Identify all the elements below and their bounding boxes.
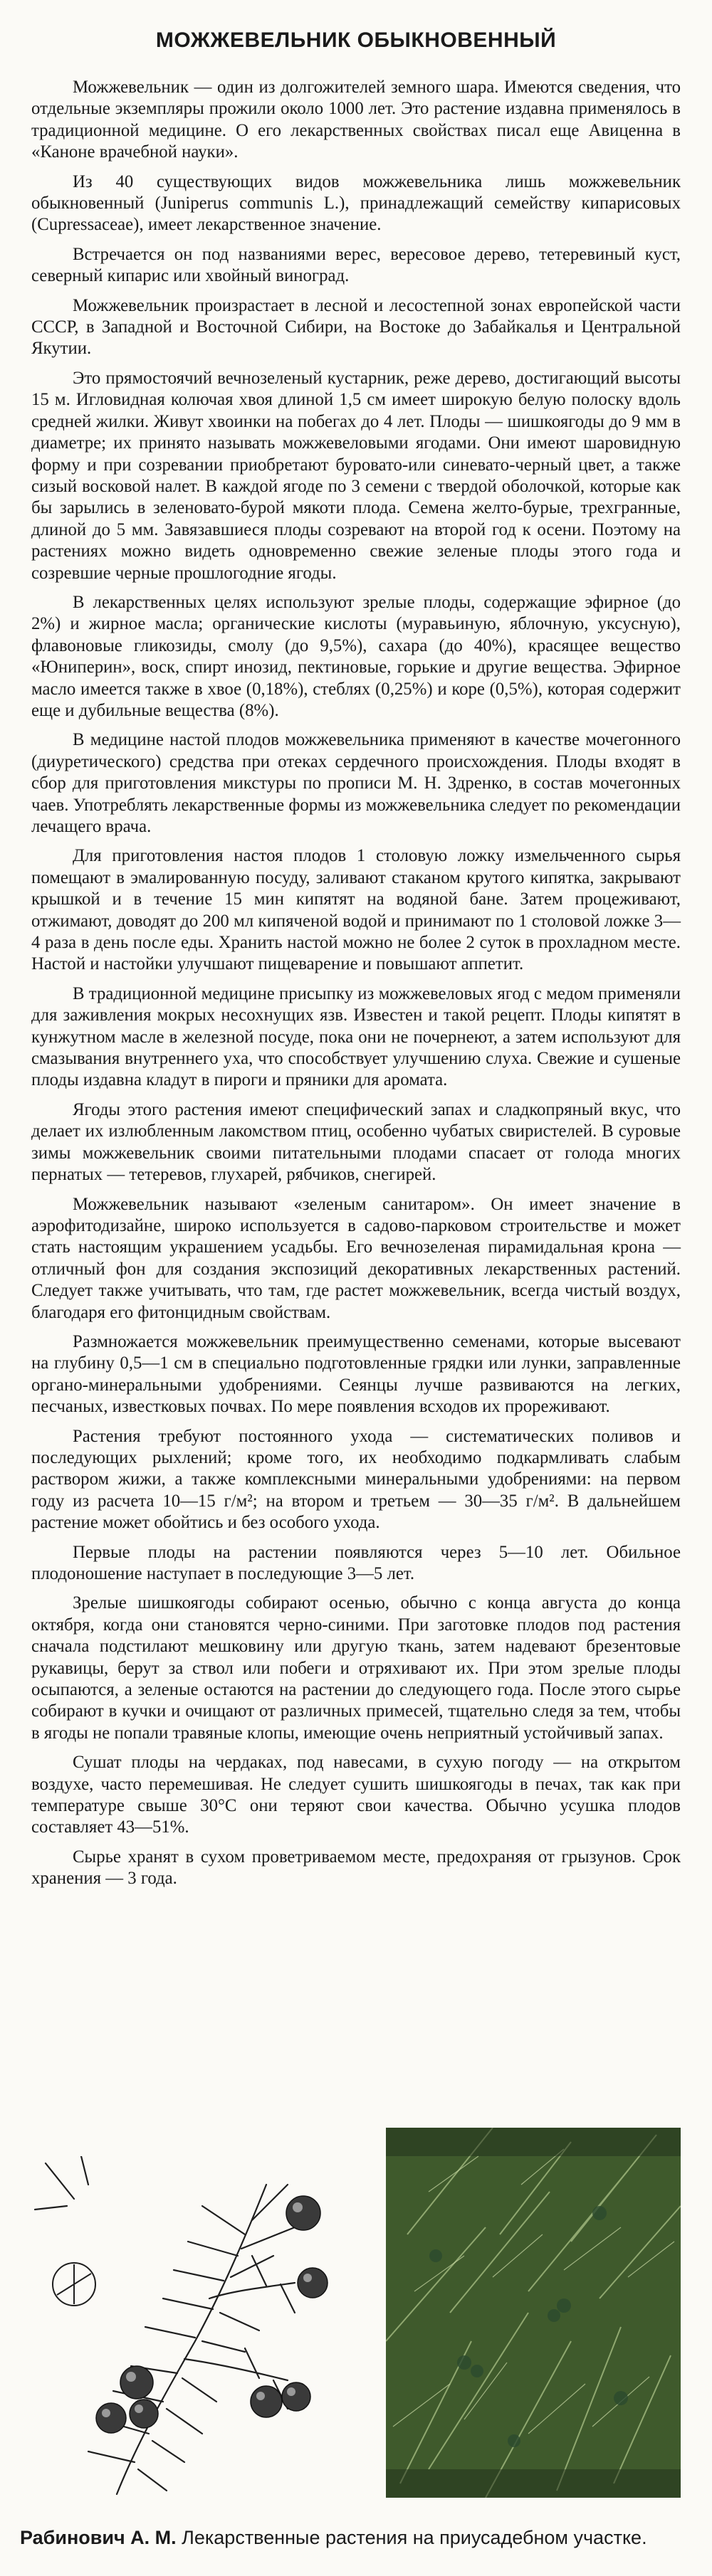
paragraph: Растения требуют постоянного ухода — систематических поливов и последующих рыхлений; кроме того, их необходимо подкармливать слабым раствором жижи, а также комплексными минеральными удобрениями: на первом году из расчета 10—15 г/м²; на втором и третьем — 30—35 г/м². В дальнейшем растение может обойтись и без особого ухода. xyxy=(31,1426,681,1533)
source-caption xyxy=(20,2525,692,2550)
paragraph: Для приготовления настоя плодов 1 столовую ложку измельченного сырья помещают в эмалированную посуду, заливают стаканом крутого кипятка, закрывают крышкой и в течение 15 мин кипятят на водяной бане. Затем процеживают, отжимают, доводят до 200 мл кипяченой водой и принимают по 1 столовой ложке 3—4 раза в день после еды. Хранить настой можно не более 2 суток в прохладном месте. Настой и настойки улучшают пищеварение и повышают аппетит. xyxy=(31,846,681,974)
paragraph: В традиционной медицине присыпку из можжевеловых ягод с медом применяли для заживления мокрых несохнущих язв. Известен и такой рецепт. Плоды кипятят в кунжутном масле в железной посуде, пока они не почернеют, а затем используют для смазывания внутреннего уха, что способствует улучшению слуха. Свежие и сушеные плоды издавна кладут в пироги и пряники для аромата. xyxy=(31,983,681,1090)
paragraph: В медицине настой плодов можжевельника применяют в качестве мочегонного (диуретического) средства при отеках сердечного происхождения. Плоды входят в сбор для приготовления микстуры по прописи М. Н. Здренко, в состав мочегонных чаев. Употреблять лекарственные формы из можжевельника следует по рекомендации лечащего врача. xyxy=(31,730,681,836)
juniper-photo xyxy=(386,2128,681,2498)
paragraph: Можжевельник произрастает в лесной и лесостепной зонах европейской части СССР, в Западной и Восточной Сибири, на Востоке до Забайкалья и Центральной Якутии. xyxy=(31,295,681,359)
paragraph: Сырье хранят в сухом проветриваемом месте, предохраняя от грызунов. Срок хранения — 3 года. xyxy=(31,1847,681,1889)
paragraph: Встречается он под названиями верес, вересовое дерево, тетеревиный куст, северный кипарис или хвойный виноград. xyxy=(31,244,681,286)
caption-author: Рабинович А. М. xyxy=(20,2527,177,2548)
page-title: МОЖЖЕВЕЛЬНИК ОБЫКНОВЕННЫЙ xyxy=(155,28,557,52)
paragraph: В лекарственных целях используют зрелые плоды, содержащие эфирное (до 2%) и жирное масла; органические кислоты (муравьиную, яблочную, уксусную), флавоновые гликозиды, смолу (до 9,5%), сахара (до 40%), красящее вещество «Юниперин», воск, спирт инозид, пектиновые, горькие и другие вещества. Эфирное масло имеется также в хвое (0,18%), стеблях (0,25%) и коре (0,5%), которая содержит еще и дубильные вещества (8%). xyxy=(31,592,681,720)
caption-source: Лекарственные растения на приусадебном участке. xyxy=(182,2527,647,2548)
paragraph: Ягоды этого растения имеют специфический запах и сладкопряный вкус, что делает их излюбленным лакомством птиц, особенно чубатых свиристелей. В суровые зимы можжевельник своими питательными плодами спасает от голода многих пернатых — тетеревов, глухарей, рябчиков, снегирей. xyxy=(31,1099,681,1185)
paragraph: Из 40 существующих видов можжевельника лишь можжевельник обыкновенный (Juniperus communis L.), принадлежащий семейству кипарисовых (Cupressaceae), имеет лекарственное значение. xyxy=(31,171,681,235)
paragraph: Можжевельник — один из долгожителей земного шара. Имеются сведения, что отдельные экземпляры прожили около 1000 лет. Это растение издавна применялось в традиционной медицине. О его лекарственных свойствах писал еще Авиценна в «Каноне врачебной науки». xyxy=(31,78,681,162)
article-body xyxy=(31,77,681,1890)
paragraph: Первые плоды на растении появляются через 5—10 лет. Обильное плодоношение наступает в последующие 3—5 лет. xyxy=(31,1542,681,1583)
paragraph: Сушат плоды на чердаках, под навесами, в сухую погоду — на открытом воздухе, часто перемешивая. Не следует сушить шишкоягоды в печах, так как при температуре свыше 30°С они теряют свои качества. Обычно усушка плодов составляет 43—51%. xyxy=(31,1753,681,1837)
paragraph: Это прямостоячий вечнозеленый кустарник, реже дерево, достигающий высоты 15 м. Игловидная колючая хвоя длиной 1,5 см имеет широкую белую полоску вдоль средней жилки. Живут хвоинки на побегах до 4 лет. Плоды — шишкоягоды до 9 мм в диаметре; их принято называть можжевеловыми ягодами. Они имеют шаровидную форму и при созревании приобретают буровато-или синевато-черный цвет, а также сизый восковой налет. В каждой ягоде по 3 семени с твердой оболочкой, которые как бы зарылись в зеленовато-бурой мякоти плода. Семена желто-бурые, трехгранные, длиной до 5 мм. Завязавшиеся плоды созревают на второй год к осени. Поэтому на растениях можно видеть одновременно свежие зеленые плоды этого года и созревшие черные прошлогодние ягоды. xyxy=(31,368,681,583)
illustrations xyxy=(31,2128,681,2498)
juniper-branch-drawing xyxy=(31,2156,366,2498)
paragraph: Размножается можжевельник преимущественно семенами, которые высевают на глубину 0,5—1 см в специально подготовленные грядки или лунки, заправленные органо-минеральными удобрениями. Сеянцы лучше развиваются на легких, песчаных, известковых почвах. По мере появления всходов их прореживают. xyxy=(31,1331,681,1417)
paragraph: Зрелые шишкоягоды собирают осенью, обычно с конца августа до конца октября, когда они становятся черно-синими. При заготовке плодов под растения сначала подстилают мешковину или другую ткань, затем надевают брезентовые рукавицы, берут за ствол или побеги и отряхивают их. При этом зрелые плоды осыпаются, а зеленые остаются на растении до следующего года. После этого сырье собирают в кучки и очищают от различных примесей, тщательно следя за тем, чтобы в ягоды не попали травяные клопы, имеющие очень неприятный устойчивый запах. xyxy=(31,1593,681,1743)
paragraph: Можжевельник называют «зеленым санитаром». Он имеет значение в аэрофитодизайне, широко используется в садово-парковом строительстве и может стать настоящим украшением усадьбы. Его вечнозеленая пирамидальная крона — отличный фон для создания экспозиций декоративных лекарственных растений. Следует также учитывать, что там, где растет можжевельник, всегда чистый воздух, благодаря его фитонцидным свойствам. xyxy=(31,1194,681,1322)
